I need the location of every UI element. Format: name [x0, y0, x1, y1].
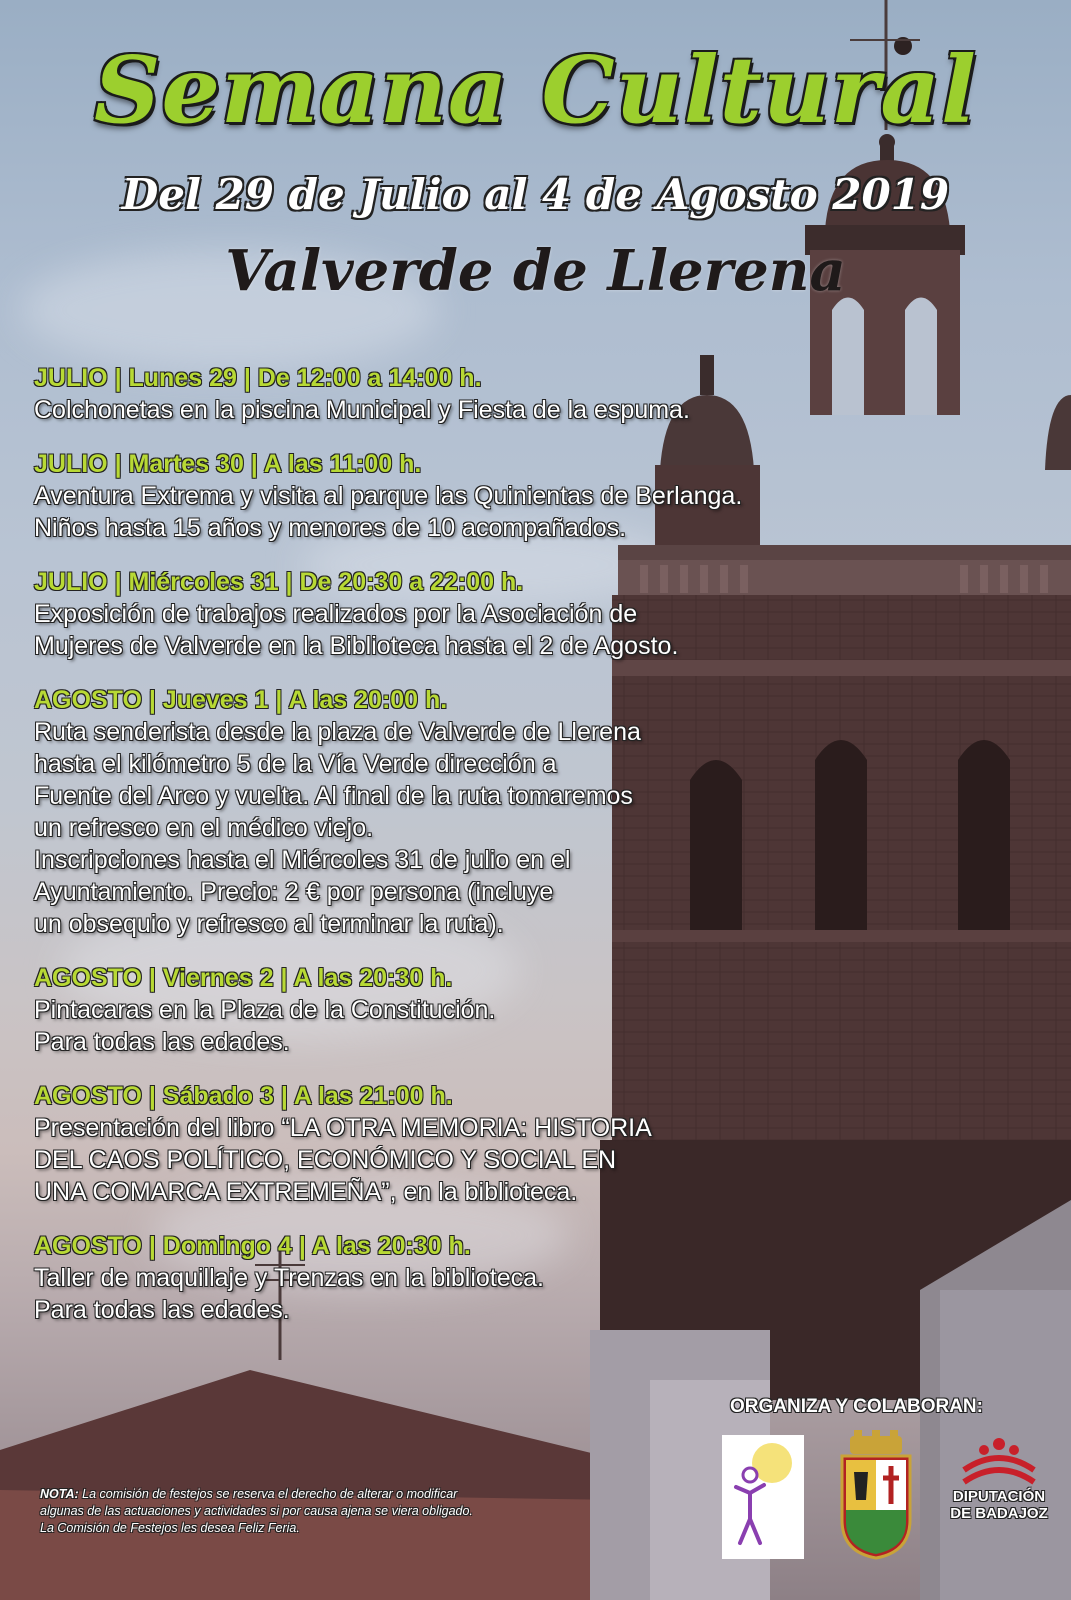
diputacion-emblem-icon [944, 1436, 1054, 1486]
event-heading: JULIO | Miércoles 31 | De 20:30 a 22:00 h. [34, 568, 524, 596]
town-name: Valverde de Llerena [225, 238, 846, 304]
event-description: Fuente del Arco y vuelta. Al final de la ruta tomaremos [34, 782, 633, 810]
event-description: Aventura Extrema y visita al parque las Quinientas de Berlanga. [34, 482, 743, 510]
event-heading: AGOSTO | Sábado 3 | A las 21:00 h. [34, 1082, 453, 1110]
event-description: un obsequio y refresco al terminar la ruta). [34, 910, 504, 938]
note-text: La Comisión de Festejos les desea Feliz Feria. [40, 1521, 300, 1535]
event-description: Mujeres de Valverde en la Biblioteca hasta el 2 de Agosto. [34, 632, 679, 660]
note-text: algunas de las actuaciones y actividades si por causa ajena se viera obligado. [40, 1504, 473, 1518]
organizers-heading: ORGANIZA Y COLABORAN: [730, 1396, 983, 1417]
event-description: un refresco en el médico viejo. [34, 814, 374, 842]
event-item [34, 448, 814, 544]
event-description: Exposición de trabajos realizados por la Asociación de [34, 600, 638, 628]
event-item [34, 962, 814, 1058]
diputacion-label: DIPUTACIÓN [952, 1488, 1046, 1505]
event-description: hasta el kilómetro 5 de la Vía Verde dirección a [34, 750, 557, 778]
event-heading: AGOSTO | Domingo 4 | A las 20:30 h. [34, 1232, 471, 1260]
event-list [34, 362, 814, 1348]
note-label: NOTA: [40, 1487, 79, 1501]
event-item [34, 684, 814, 940]
event-item [34, 566, 814, 662]
event-description: Pintacaras en la Plaza de la Constitución. [34, 996, 496, 1024]
event-description: Taller de maquillaje y Trenzas en la biblioteca. [34, 1264, 544, 1292]
event-heading: JULIO | Lunes 29 | De 12:00 a 14:00 h. [34, 364, 482, 392]
event-item [34, 1080, 814, 1208]
event-description: Ruta senderista desde la plaza de Valverde de Llerena [34, 718, 641, 746]
event-heading: AGOSTO | Jueves 1 | A las 20:00 h. [34, 686, 448, 714]
event-description: Para todas las edades. [34, 1296, 290, 1324]
diputacion-badajoz-logo [944, 1436, 1054, 1556]
disclaimer-note [40, 1486, 600, 1537]
badajoz-label: DE BADAJOZ [950, 1505, 1048, 1522]
event-description: Para todas las edades. [34, 1028, 290, 1056]
note-text: La comisión de festejos se reserva el derecho de alterar o modificar [78, 1487, 458, 1501]
event-heading: JULIO | Martes 30 | A las 11:00 h. [34, 450, 422, 478]
coat-of-arms-logo [836, 1430, 916, 1560]
page-title: Semana Cultural [94, 36, 977, 144]
event-description: DEL CAOS POLÍTICO, ECONÓMICO Y SOCIAL EN [34, 1146, 617, 1174]
event-description: Ayuntamiento. Precio: 2 € por persona (incluye [34, 878, 554, 906]
event-description: Colchonetas en la piscina Municipal y Fiesta de la espuma. [34, 396, 690, 424]
event-description: Inscripciones hasta el Miércoles 31 de julio en el [34, 846, 571, 874]
event-heading: AGOSTO | Viernes 2 | A las 20:30 h. [34, 964, 453, 992]
event-item [34, 1230, 814, 1326]
event-description: Niños hasta 15 años y menores de 10 acompañados. [34, 514, 627, 542]
event-dates: Del 29 de Julio al 4 de Agosto 2019 [121, 170, 950, 219]
women-association-logo [722, 1435, 804, 1559]
event-item [34, 362, 814, 426]
event-description: UNA COMARCA EXTREMEÑA”, en la biblioteca. [34, 1178, 578, 1206]
event-description: Presentación del libro “LA OTRA MEMORIA: HISTORIA [34, 1114, 652, 1142]
